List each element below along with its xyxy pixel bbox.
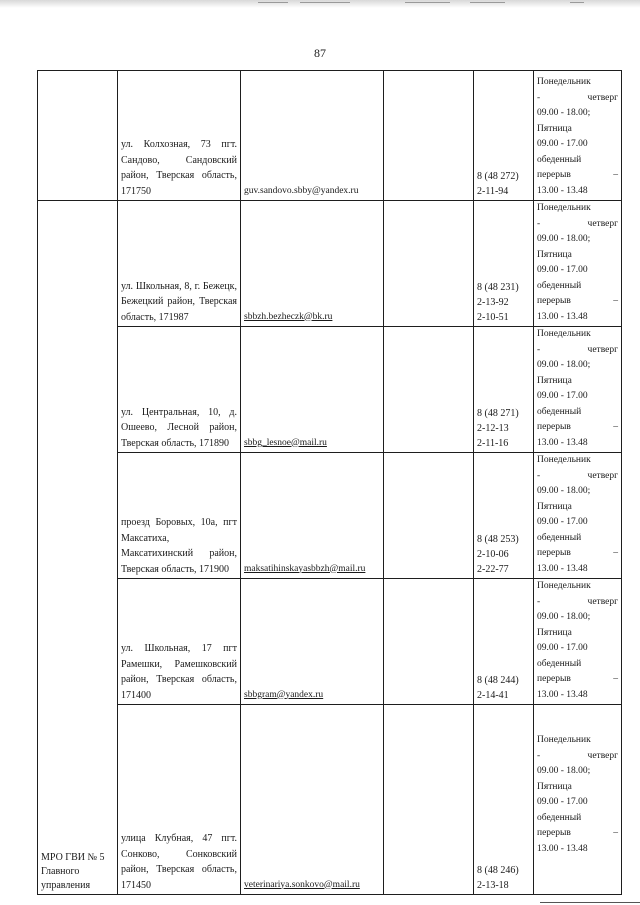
table-row [38, 453, 622, 579]
address-cell [118, 453, 241, 579]
empty-cell [384, 327, 474, 453]
hours-line: Понедельник [537, 735, 591, 745]
email-link[interactable]: veterinariya.sonkovo@mail.ru [244, 879, 360, 890]
hours-cell [534, 201, 622, 327]
scan-edge [540, 902, 640, 903]
table-row [38, 579, 622, 705]
hours-line: 09.00 - 18.00; [537, 486, 591, 496]
phone-line: 8 (48 231) [477, 282, 519, 293]
organization-label: МРО ГВИ № 5 Главного управления [41, 852, 105, 891]
hours-line: 09.00 - 18.00; [537, 612, 591, 622]
hours-line: перерыв – [537, 170, 618, 180]
address-text: ул. Колхозная, 73 пгт. Сандово, Сандовский район, Тверская область, 171750 [121, 139, 237, 197]
email-link[interactable]: sbbgram@yandex.ru [244, 689, 324, 700]
hours-line: Пятница [537, 249, 572, 260]
phone-cell [474, 71, 534, 201]
organizations-table [37, 70, 622, 895]
scan-mark [570, 2, 584, 3]
empty-cell [384, 705, 474, 895]
org-cell [38, 201, 118, 895]
hours-line: 09.00 - 17.00 [537, 391, 588, 401]
hours-line: 09.00 - 18.00; [537, 766, 591, 776]
org-cell [38, 71, 118, 201]
address-cell [118, 71, 241, 201]
scan-mark [300, 2, 350, 3]
hours-line: Понедельник [537, 203, 591, 213]
phone-line: 8 (48 253) [477, 534, 519, 545]
hours-line: 09.00 - 17.00 [537, 517, 588, 527]
scan-mark [405, 2, 450, 3]
hours-line: - четверг [537, 92, 618, 103]
address-cell [118, 705, 241, 895]
hours-line: - четверг [537, 470, 618, 481]
hours-line: - четверг [537, 218, 618, 229]
hours-line: обеденный [537, 406, 582, 417]
phone-cell [474, 201, 534, 327]
hours-line: 13.00 - 13.48 [537, 185, 588, 196]
hours-line: 09.00 - 18.00; [537, 234, 591, 244]
empty-cell [384, 71, 474, 201]
phone-line: 2-11-94 [477, 186, 509, 197]
hours-line: перерыв – [537, 674, 618, 684]
email-link[interactable]: guv.sandovo.sbby@yandex.ru [244, 185, 359, 196]
hours-line: обеденный [537, 280, 582, 291]
hours-line: Понедельник [537, 455, 591, 465]
address-text: проезд Боровых, 10а, пгт Максатиха, Максатихинский район, Тверская область, 171900 [121, 517, 237, 575]
address-text: ул. Школьная, 8, г. Бежецк, Бежецкий район, Тверская область, 171987 [121, 280, 237, 323]
hours-cell [534, 579, 622, 705]
hours-cell [534, 71, 622, 201]
phone-line: 8 (48 271) [477, 408, 519, 419]
table-row [38, 71, 622, 201]
phone-cell [474, 705, 534, 895]
empty-cell [384, 453, 474, 579]
table-row [38, 201, 622, 327]
email-link[interactable]: sbbg_lesnoe@mail.ru [244, 437, 327, 448]
table-row [38, 327, 622, 453]
hours-line: 09.00 - 17.00 [537, 139, 588, 149]
hours-line: 13.00 - 13.48 [537, 311, 588, 322]
hours-line: 09.00 - 18.00; [537, 360, 591, 370]
empty-cell [384, 579, 474, 705]
hours-line: 09.00 - 17.00 [537, 797, 588, 807]
address-cell [118, 327, 241, 453]
address-text: ул. Школьная, 17 пгт Рамешки, Рамешковский район, Тверская область, 171400 [121, 643, 237, 701]
hours-line: 13.00 - 13.48 [537, 843, 588, 854]
phone-line: 2-11-16 [477, 438, 509, 449]
phone-cell [474, 579, 534, 705]
phone-line: 2-10-06 [477, 549, 509, 560]
hours-line: 13.00 - 13.48 [537, 437, 588, 448]
hours-line: Пятница [537, 627, 572, 638]
email-cell [241, 705, 384, 895]
hours-line: - четверг [537, 750, 618, 761]
address-cell [118, 579, 241, 705]
email-cell [241, 453, 384, 579]
hours-line: Понедельник [537, 329, 591, 339]
hours-line: - четверг [537, 596, 618, 607]
address-cell [118, 201, 241, 327]
email-cell [241, 201, 384, 327]
email-cell [241, 327, 384, 453]
scan-mark [258, 2, 288, 3]
table-row [38, 705, 622, 895]
hours-cell [534, 705, 622, 895]
address-text: ул. Центральная, 10, д. Ошеево, Лесной район, Тверская область, 171890 [121, 406, 237, 449]
hours-line: 09.00 - 17.00 [537, 265, 588, 275]
hours-line: перерыв – [537, 422, 618, 432]
hours-line: Пятница [537, 781, 572, 792]
hours-line: Пятница [537, 501, 572, 512]
phone-line: 8 (48 272) [477, 171, 519, 182]
phone-line: 2-13-18 [477, 880, 509, 891]
phone-cell [474, 327, 534, 453]
phone-line: 2-22-77 [477, 564, 509, 575]
hours-line: обеденный [537, 532, 582, 543]
hours-line: 09.00 - 18.00; [537, 108, 591, 118]
hours-line: 09.00 - 17.00 [537, 643, 588, 653]
email-cell [241, 579, 384, 705]
hours-line: перерыв – [537, 296, 618, 306]
phone-line: 2-14-41 [477, 690, 509, 701]
page-number: 87 [314, 46, 326, 60]
email-link[interactable]: maksatihinskayasbbzh@mail.ru [244, 563, 366, 574]
hours-line: перерыв – [537, 548, 618, 558]
hours-line: обеденный [537, 812, 582, 823]
hours-line: Пятница [537, 375, 572, 386]
phone-cell [474, 453, 534, 579]
phone-line: 8 (48 244) [477, 675, 519, 686]
hours-line: обеденный [537, 154, 582, 165]
empty-cell [384, 201, 474, 327]
hours-line: обеденный [537, 658, 582, 669]
phone-line: 2-10-51 [477, 312, 509, 323]
hours-line: 13.00 - 13.48 [537, 563, 588, 574]
hours-cell [534, 453, 622, 579]
address-text: улица Клубная, 47 пгт. Сонково, Сонковский район, Тверская область, 171450 [121, 833, 237, 891]
email-link[interactable]: sbbzh.bezheczk@bk.ru [244, 311, 333, 322]
hours-line: Пятница [537, 123, 572, 134]
phone-line: 2-12-13 [477, 423, 509, 434]
hours-line: Понедельник [537, 581, 591, 591]
scan-mark [470, 2, 505, 3]
hours-line: 13.00 - 13.48 [537, 689, 588, 700]
hours-line: - четверг [537, 344, 618, 355]
hours-line: Понедельник [537, 77, 591, 87]
email-cell [241, 71, 384, 201]
phone-line: 2-13-92 [477, 297, 509, 308]
hours-line: перерыв – [537, 828, 618, 838]
hours-cell [534, 327, 622, 453]
phone-line: 8 (48 246) [477, 865, 519, 876]
